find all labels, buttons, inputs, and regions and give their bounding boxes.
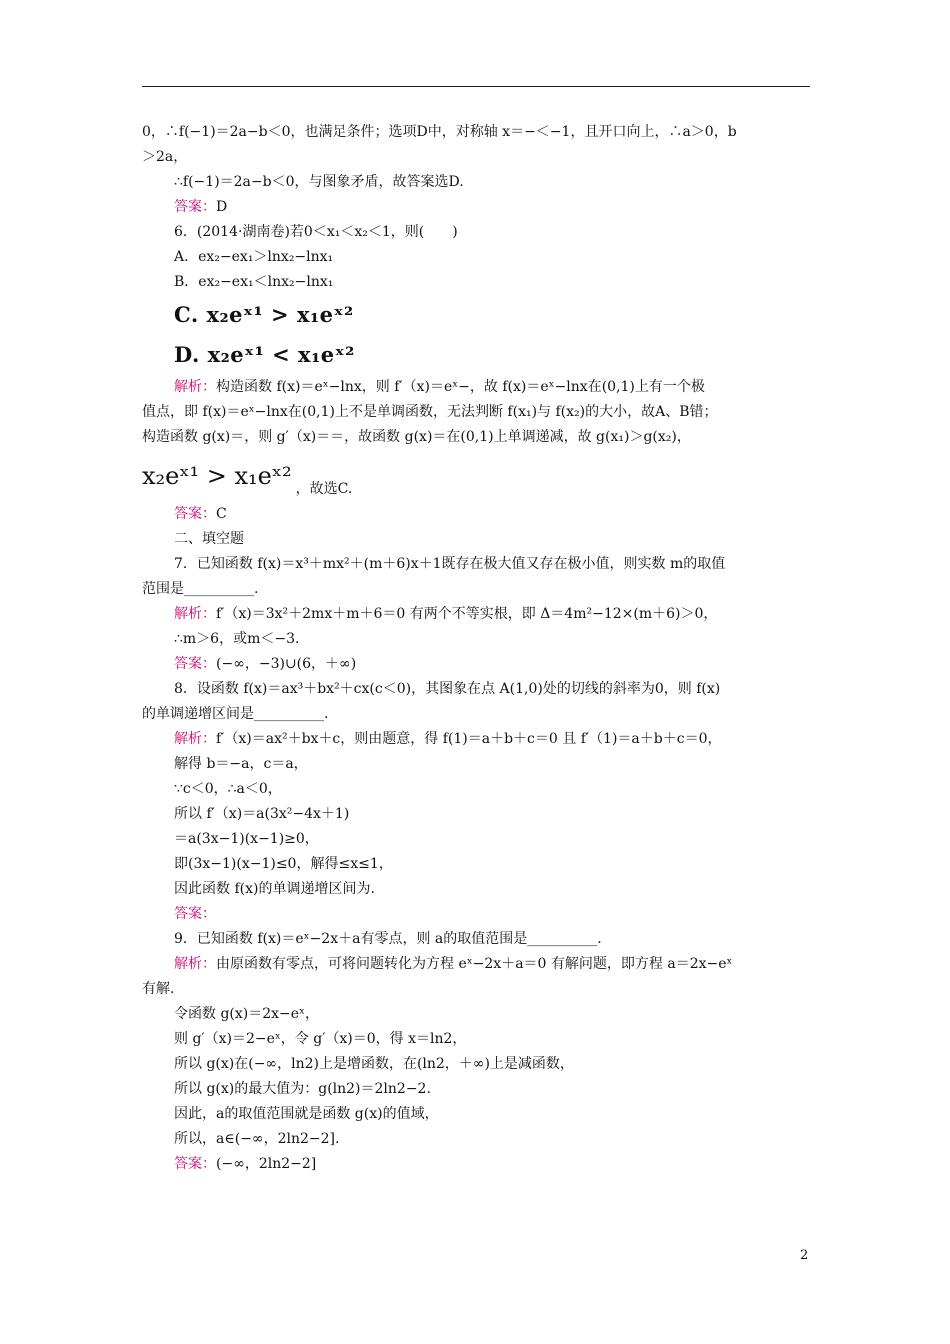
text-line: 则 g′（x)＝2−eˣ，令 g′（x)＝0，得 x＝ln2， <box>174 1031 467 1047</box>
answer-line <box>142 902 810 927</box>
question-9: 9．已知函数 f(x)＝eˣ−2x＋a有零点，则 a的取值范围是__________. <box>174 931 602 947</box>
text-line: 0，∴f(−1)＝2a−b＜0，也满足条件；选项D中，对称轴 x＝−＜−1，且开口向上，∴a＞0，b <box>142 124 737 140</box>
analysis-line <box>142 375 810 400</box>
text-line: 令函数 g(x)＝2x−eˣ， <box>174 1006 319 1022</box>
text-line: 范围是__________. <box>142 581 259 597</box>
text-line: 构造函数 g(x)＝，则 g′（x)＝＝，故函数 g(x)＝在(0,1)上单调递减，故 g(x₁)＞g(x₂)， <box>142 429 691 445</box>
text-line: ∴m＞6，或m＜−3. <box>174 631 300 647</box>
text-line: ∵c＜0，∴a＜0， <box>174 781 282 797</box>
text-line: 所以 g(x)在(−∞，ln2)上是增函数，在(ln2，＋∞)上是减函数， <box>174 1056 574 1072</box>
answer-label: 答案： <box>174 656 216 672</box>
text-line: 的单调递增区间是__________. <box>142 706 329 722</box>
conclusion-text: ，故选C. <box>295 481 353 497</box>
text-line: 即(3x−1)(x−1)≤0，解得≤x≤1， <box>174 856 393 872</box>
text-line: ＝a(3x−1)(x−1)≥0， <box>174 831 319 847</box>
text-line: ∴f(−1)＝2a−b＜0，与图象矛盾，故答案选D. <box>174 174 464 190</box>
answer-line <box>142 1152 810 1177</box>
conclusion-row <box>142 450 810 502</box>
answer-value: (−∞，2ln2−2] <box>216 1156 317 1172</box>
analysis-label: 解析： <box>174 606 216 622</box>
question-6: 6．(2014·湖南卷)若0＜x₁＜x₂＜1，则( ) <box>174 224 458 240</box>
answer-label: 答案： <box>174 506 216 522</box>
answer-line <box>142 195 810 220</box>
analysis-line <box>142 727 810 752</box>
option-d: D. x₂eˣ¹ < x₁eˣ² <box>174 342 355 367</box>
analysis-label: 解析： <box>174 379 216 395</box>
question-7: 7．已知函数 f(x)＝x³＋mx²＋(m＋6)x＋1既存在极大值又存在极小值，则实数 m的取值 <box>174 556 726 572</box>
inequality-image: x₂eˣ¹ > x₁eˣ² <box>142 462 292 490</box>
option-b: B．ex₂−ex₁＜lnx₂−lnx₁ <box>174 274 334 290</box>
analysis-text: 由原函数有零点，可将问题转化为方程 eˣ−2x＋a＝0 有解问题，即方程 a＝2x−eˣ <box>216 956 733 972</box>
text-line: 值点，即 f(x)＝eˣ−lnx在(0,1)上不是单调函数，无法判断 f(x₁)与 f(x₂)的大小，故A、B错； <box>142 404 718 420</box>
analysis-text: f′（x)＝ax²＋bx＋c，则由题意，得 f(1)＝a＋b＋c＝0 且 f′（1)＝a＋b＋c＝0， <box>216 731 722 747</box>
header-rule <box>142 86 810 87</box>
text-line: ＞2a， <box>142 149 188 165</box>
page-body <box>142 120 810 1177</box>
analysis-label: 解析： <box>174 731 216 747</box>
answer-line <box>142 652 810 677</box>
text-line: 因此函数 f(x)的单调递增区间为. <box>174 881 375 897</box>
answer-line <box>142 502 810 527</box>
option-c: C. x₂eˣ¹ > x₁eˣ² <box>174 302 354 327</box>
option-a: A．ex₂−ex₁＞lnx₂−lnx₁ <box>174 249 334 265</box>
analysis-text: f′（x)＝3x²＋2mx＋m＋6＝0 有两个不等实根，即 Δ＝4m²−12×(m＋6)＞0， <box>216 606 718 622</box>
text-line: 解得 b＝−a，c＝a， <box>174 756 308 772</box>
section-heading: 二、填空题 <box>174 531 244 547</box>
answer-value: C <box>216 506 227 522</box>
analysis-line <box>142 602 810 627</box>
text-line: 所以 f′（x)＝a(3x²−4x＋1) <box>174 806 350 822</box>
text-line: 所以 g(x)的最大值为：g(ln2)＝2ln2−2. <box>174 1081 431 1097</box>
analysis-line <box>142 952 810 977</box>
answer-label: 答案： <box>174 199 216 215</box>
answer-value: (−∞，−3)∪(6，＋∞) <box>216 656 357 672</box>
answer-value: D <box>216 199 228 215</box>
text-line: 有解. <box>142 981 175 997</box>
analysis-text: 构造函数 f(x)＝eˣ−lnx，则 f′（x)＝eˣ−，故 f(x)＝eˣ−lnx在(0,1)上有一个极 <box>216 379 705 395</box>
text-line: 所以，a∈(−∞，2ln2−2]. <box>174 1131 340 1147</box>
answer-label: 答案： <box>174 906 216 922</box>
question-8: 8．设函数 f(x)＝ax³＋bx²＋cx(c＜0)，其图象在点 A(1,0)处的切线的斜率为0，则 f(x) <box>174 681 721 697</box>
analysis-label: 解析： <box>174 956 216 972</box>
page-number: 2 <box>800 1248 809 1263</box>
text-line: 因此，a的取值范围就是函数 g(x)的值域， <box>174 1106 439 1122</box>
answer-label: 答案： <box>174 1156 216 1172</box>
